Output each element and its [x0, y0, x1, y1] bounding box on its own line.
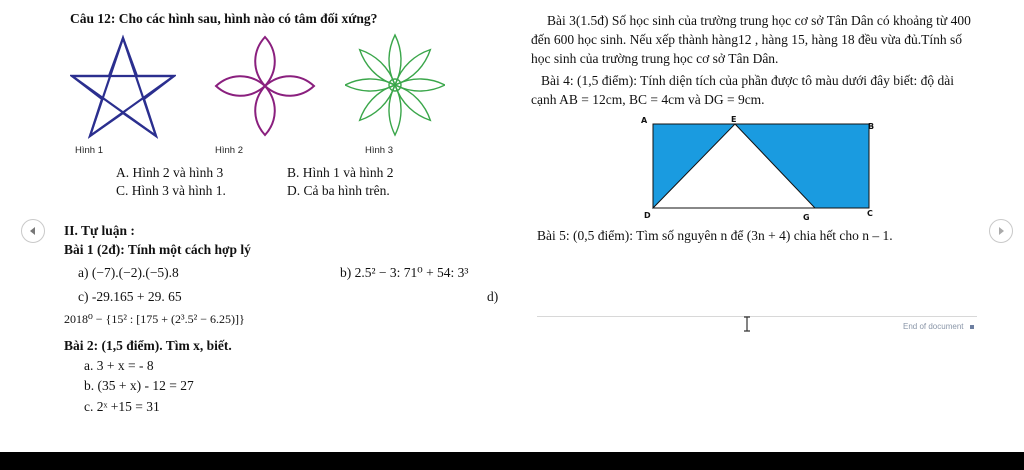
option-b: B. Hình 1 và hình 2: [287, 165, 394, 180]
leaf-star-figure: [345, 30, 445, 140]
bai2-title: Bài 2: (1,5 điểm). Tìm x, biết.: [64, 338, 232, 353]
bai1-d: d): [487, 289, 499, 304]
label-a: A: [641, 116, 648, 125]
bai1-c: c) -29.165 + 29. 65: [78, 289, 182, 304]
chevron-right-icon: [996, 226, 1006, 236]
figure-label-2: Hình 2: [215, 145, 243, 156]
bai2-c: c. 2ˣ +15 = 31: [84, 399, 160, 414]
label-e: E: [731, 115, 737, 124]
end-marker-icon: [970, 325, 974, 329]
bai1-title: Bài 1 (2đ): Tính một cách hợp lý: [64, 242, 251, 257]
label-d: D: [644, 211, 651, 220]
bai4-text: Bài 4: (1,5 điểm): Tính diện tích của phần được tô màu dưới đây biết: độ dài cạnh AB = 12cm, BC = 4cm và DG = 9cm.: [531, 73, 954, 107]
chevron-left-icon: [28, 226, 38, 236]
end-of-document-label: End of document: [903, 322, 974, 331]
text-cursor-icon: [742, 316, 752, 332]
star-figure: [70, 34, 176, 140]
prev-page-button[interactable]: [21, 219, 45, 243]
section-2-title: II. Tự luận :: [64, 223, 135, 238]
rectangle-diagram: [634, 112, 884, 220]
bai1-expression: 2018⁰ − {15² : [175 + (2³.5² − 6.25)]}: [64, 312, 245, 326]
option-c: C. Hình 3 và hình 1.: [116, 183, 226, 198]
label-b: B: [868, 122, 875, 131]
bai1-b: b) 2.5² − 3: 71⁰ + 54: 3³: [340, 265, 469, 280]
bai1-a: a) (−7).(−2).(−5).8: [78, 265, 179, 280]
bai2-a: a. 3 + x = - 8: [84, 358, 154, 373]
page-divider: [537, 316, 977, 317]
flower-figure: [213, 34, 317, 138]
next-page-button[interactable]: [989, 219, 1013, 243]
label-g: G: [803, 213, 810, 220]
question-12: Câu 12: Cho các hình sau, hình nào có tâm đối xứng?: [70, 11, 378, 26]
bai3-text: Bài 3(1.5đ) Số học sinh của trường trung học cơ sở Tân Dân có khoảng từ 400 đến 600 học sinh. Nếu xếp thành hàng12 , hàng 15, hàng 18 đều vừa đủ.Tính số học sinh của trường trung học cơ sở Tân Dân.: [531, 13, 971, 66]
label-c: C: [867, 209, 873, 218]
bai2-b: b. (35 + x) - 12 = 27: [84, 378, 194, 393]
option-d: D. Cả ba hình trên.: [287, 183, 390, 198]
option-a: A. Hình 2 và hình 3: [116, 165, 224, 180]
figure-label-1: Hình 1: [75, 145, 103, 156]
bai5-text: Bài 5: (0,5 điểm): Tìm số nguyên n để (3n + 4) chia hết cho n – 1.: [537, 228, 893, 243]
figure-label-3: Hình 3: [365, 145, 393, 156]
